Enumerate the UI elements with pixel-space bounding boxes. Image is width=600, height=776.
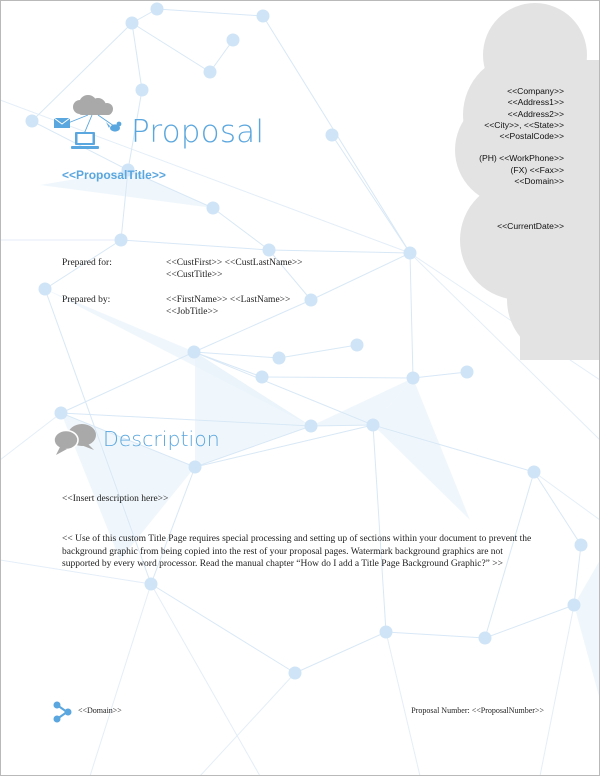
network-node	[145, 578, 158, 591]
network-edge	[534, 472, 581, 545]
address-line-1: <<Address1>>	[507, 97, 564, 108]
description-note: << Use of this custom Title Page requires special processing and setting up of sections within your document to prevent the background graphic from being copied into the rest of your proposal pages. Watermark background graphics are not supported by every word processor. Read the manual chapter “How do I add a Title Page Background Graphic?” >>	[62, 534, 532, 569]
network-node	[380, 626, 393, 639]
network-ray	[386, 632, 420, 776]
prepared-by-value	[166, 294, 290, 319]
network-ray	[90, 584, 151, 776]
company-address-block	[479, 86, 564, 187]
network-node	[575, 539, 588, 552]
proposal-number: Proposal Number: <<ProposalNumber>>	[411, 706, 544, 715]
author-name: <<FirstName>> <<LastName>>	[166, 295, 291, 305]
prepared-for-value	[166, 257, 303, 282]
fax-number: (FX) <<Fax>>	[510, 164, 564, 175]
bird-icon	[106, 122, 121, 132]
network-ray	[540, 605, 574, 776]
work-phone: (PH) <<WorkPhone>>	[479, 153, 564, 164]
address-line-2: <<Address2>>	[507, 108, 564, 119]
company-domain: <<Domain>>	[514, 176, 564, 187]
description-heading: Description	[103, 427, 220, 451]
cloud-icon	[73, 95, 113, 115]
network-node	[568, 599, 581, 612]
share-icon	[52, 700, 74, 724]
page-title: Proposal	[131, 114, 265, 150]
network-node	[479, 632, 492, 645]
network-ray	[534, 472, 600, 520]
network-ray	[200, 673, 295, 776]
network-facet	[574, 560, 600, 700]
author-title: <<JobTitle>>	[166, 307, 219, 318]
network-edge	[386, 632, 485, 638]
company-name: <<Company>>	[507, 86, 564, 96]
network-edge	[151, 584, 295, 673]
description-placeholder: <<Insert description here>>	[62, 494, 169, 504]
prepared-for-label: Prepared for:	[62, 258, 112, 268]
network-edge	[485, 605, 574, 638]
network-node	[305, 420, 318, 433]
network-ray	[151, 584, 260, 776]
city-state: <<City>>, <<State>>	[484, 119, 564, 130]
prepared-by-label: Prepared by:	[62, 295, 111, 305]
footer-domain: <<Domain>>	[78, 706, 122, 715]
network-node	[367, 419, 380, 432]
communication-icon	[52, 90, 128, 158]
network-edge	[373, 425, 386, 632]
postal-code: <<PostalCode>>	[499, 131, 564, 142]
network-node	[289, 667, 302, 680]
speech-bubbles-icon	[52, 422, 98, 458]
laptop-icon	[71, 132, 99, 149]
proposal-title: <<ProposalTitle>>	[62, 168, 166, 182]
network-node	[189, 461, 202, 474]
network-edge	[295, 632, 386, 673]
network-node	[528, 466, 541, 479]
customer-name: <<CustFirst>> <<CustLastName>>	[166, 258, 303, 268]
cloud-shape	[0, 0, 600, 380]
customer-title: <<CustTitle>>	[166, 270, 223, 281]
mail-icon	[54, 118, 70, 128]
current-date: <<CurrentDate>>	[497, 221, 564, 231]
network-node	[55, 407, 68, 420]
